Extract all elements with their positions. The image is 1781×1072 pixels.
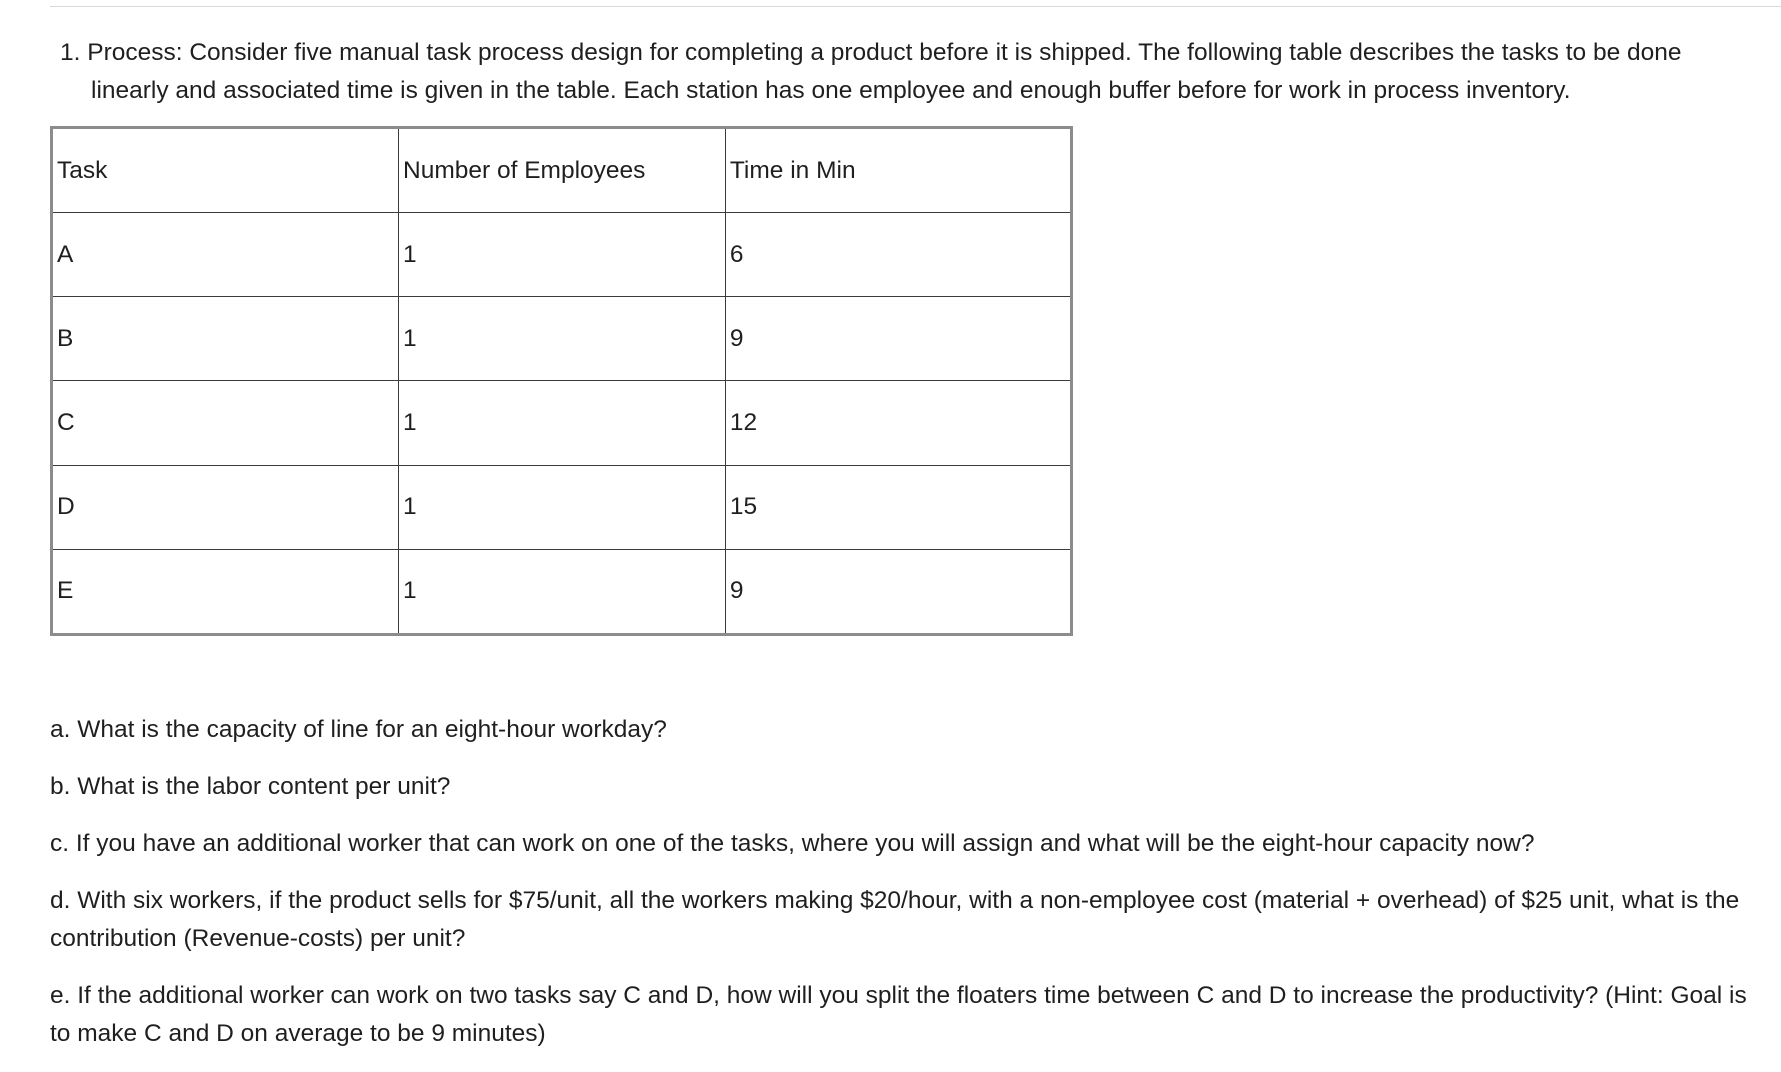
subquestion-d: d. With six workers, if the product sells for $75/unit, all the workers making $20/hour, with a non-employee cost (material + overhead) of $25 unit, what is the contribution (Revenue-costs) per unit? xyxy=(50,887,1740,952)
question-number: 1. xyxy=(60,39,81,66)
employees-cell: 1 xyxy=(399,549,726,634)
table-row xyxy=(52,549,1072,634)
question-text: Process: Consider five manual task process design for completing a product before it is shipped. The following table describes the tasks to be done linearly and associated time is given in the table. Each station has one employee and enough buffer before for work in process inventory. xyxy=(87,39,1682,104)
table-header-row xyxy=(52,128,1072,213)
time-cell: 12 xyxy=(725,381,1071,465)
subquestion-c: c. If you have an additional worker that can work on one of the tasks, where you will assign and what will be the eight-hour capacity now? xyxy=(50,830,1535,857)
question-list xyxy=(60,34,1760,110)
employees-cell: 1 xyxy=(399,465,726,549)
table-row xyxy=(52,381,1072,465)
subquestion-list xyxy=(50,711,1770,1072)
subquestion-a: a. What is the capacity of line for an eight-hour workday? xyxy=(50,716,667,743)
task-cell: E xyxy=(52,549,399,634)
table-row xyxy=(52,465,1072,549)
table-row xyxy=(52,297,1072,381)
subquestion-e: e. If the additional worker can work on two tasks say C and D, how will you split the floaters time between C and D to increase the productivity? (Hint: Goal is to make C and D on average to be 9 minutes) xyxy=(50,982,1747,1047)
header-employees: Number of Employees xyxy=(399,128,726,213)
top-divider xyxy=(50,6,1781,7)
time-cell: 15 xyxy=(725,465,1071,549)
time-cell: 9 xyxy=(725,549,1071,634)
task-table xyxy=(50,126,1073,636)
employees-cell: 1 xyxy=(399,213,726,297)
header-task: Task xyxy=(52,128,399,213)
task-cell: C xyxy=(52,381,399,465)
task-cell: B xyxy=(52,297,399,381)
subquestion-b: b. What is the labor content per unit? xyxy=(50,773,451,800)
time-cell: 6 xyxy=(725,213,1071,297)
table-row xyxy=(52,213,1072,297)
task-cell: D xyxy=(52,465,399,549)
employees-cell: 1 xyxy=(399,381,726,465)
time-cell: 9 xyxy=(725,297,1071,381)
employees-cell: 1 xyxy=(399,297,726,381)
header-time: Time in Min xyxy=(725,128,1071,213)
question-1 xyxy=(60,34,1760,110)
task-cell: A xyxy=(52,213,399,297)
